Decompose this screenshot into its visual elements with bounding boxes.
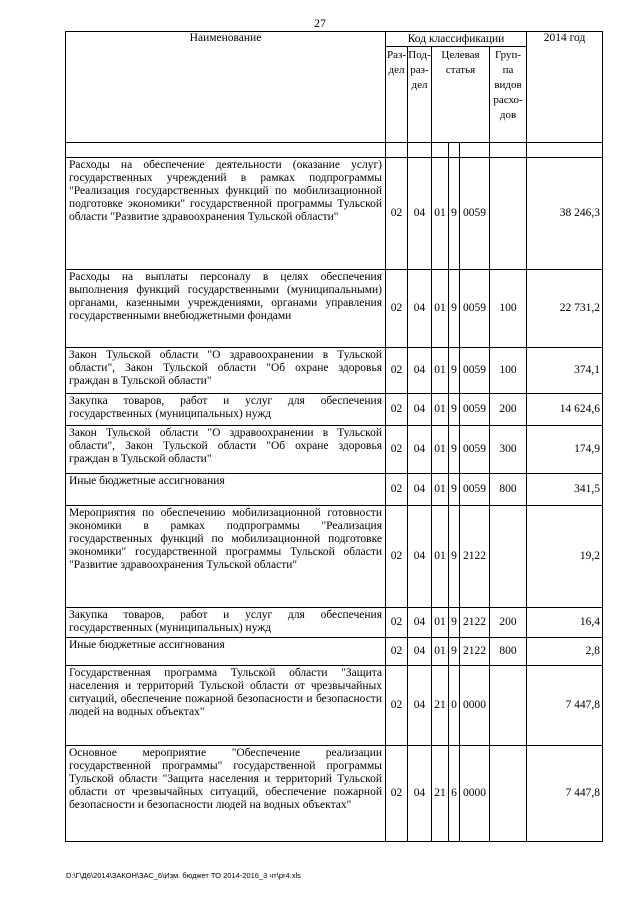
row-expense-group: 100: [490, 348, 527, 394]
row-section: 02: [386, 348, 408, 394]
row-target-program: 01: [432, 270, 449, 348]
spacer-cell: [527, 143, 603, 158]
page-number: 27: [314, 16, 326, 30]
row-section: 02: [386, 638, 408, 666]
row-subsection: 04: [408, 426, 432, 474]
row-name: Расходы на обеспечение деятельности (оказание услуг) государственных учреждений в рамках подпрограммы "Реализация государственных функций по мобилизационной подготовке экономики" государственной программы Тульской области "Развитие здравоохранения Тульской области": [66, 158, 386, 270]
row-target-subprogram: 0: [449, 666, 460, 746]
row-name: Иные бюджетные ассигнования: [66, 638, 386, 666]
row-target-subprogram: 9: [449, 158, 460, 270]
table-row: [66, 746, 603, 842]
header-code: Код классификации: [386, 32, 527, 47]
row-expense-group: [490, 666, 527, 746]
row-target-program: 21: [432, 746, 449, 842]
row-target-program: 01: [432, 638, 449, 666]
row-name: Закупка товаров, работ и услуг для обеспечения государственных (муниципальных) нужд: [66, 608, 386, 638]
header-subsection-line: раз-: [410, 64, 429, 76]
row-target-item: 0059: [460, 426, 490, 474]
row-section: 02: [386, 394, 408, 426]
row-target-subprogram: 9: [449, 348, 460, 394]
row-expense-group: [490, 158, 527, 270]
spacer-cell: [432, 143, 449, 158]
header-section-line: дел: [388, 64, 405, 76]
row-expense-group: 300: [490, 426, 527, 474]
row-target-program: 01: [432, 506, 449, 608]
row-section: 02: [386, 474, 408, 506]
row-target-subprogram: 9: [449, 394, 460, 426]
header-group-line: Груп-: [494, 49, 522, 61]
header-group-line: дов: [499, 109, 517, 121]
row-amount: 19,2: [527, 506, 603, 608]
row-target-program: 01: [432, 608, 449, 638]
row-target-item: 2122: [460, 638, 490, 666]
spacer-cell: [490, 143, 527, 158]
table-row: [66, 158, 603, 270]
row-name: Закон Тульской области "О здравоохранении в Тульской области", Закон Тульской области "Об охране здоровья граждан в Тульской области": [66, 426, 386, 474]
row-section: 02: [386, 608, 408, 638]
row-subsection: 04: [408, 608, 432, 638]
row-subsection: 04: [408, 158, 432, 270]
row-subsection: 04: [408, 666, 432, 746]
spacer-cell: [408, 143, 432, 158]
row-name: Иные бюджетные ассигнования: [66, 474, 386, 506]
row-target-subprogram: 9: [449, 638, 460, 666]
row-amount: 22 731,2: [527, 270, 603, 348]
row-subsection: 04: [408, 506, 432, 608]
row-section: 02: [386, 506, 408, 608]
header-name: Наименование: [66, 32, 386, 143]
budget-table: [65, 31, 603, 842]
row-target-subprogram: 9: [449, 474, 460, 506]
row-amount: 7 447,8: [527, 666, 603, 746]
row-amount: 38 246,3: [527, 158, 603, 270]
row-target-item: 0059: [460, 474, 490, 506]
row-target-program: 21: [432, 666, 449, 746]
header-group-line: видов: [494, 79, 522, 91]
header-section: [386, 47, 408, 143]
row-target-item: 0059: [460, 158, 490, 270]
row-target-program: 01: [432, 426, 449, 474]
row-expense-group: 200: [490, 608, 527, 638]
row-amount: 7 447,8: [527, 746, 603, 842]
table-row: [66, 474, 603, 506]
row-amount: 16,4: [527, 608, 603, 638]
header-subsection-line: Под-: [408, 49, 431, 61]
row-target-subprogram: 9: [449, 608, 460, 638]
spacer-cell: [386, 143, 408, 158]
file-path-footer: D:\Г\Д6\2014\ЗАКОН\ЗАС_6\Изм. бюджет ТО 2014-2016_3 чт\pr4.xls: [66, 871, 301, 880]
header-target-line: Целевая: [441, 49, 480, 61]
row-target-item: 2122: [460, 608, 490, 638]
row-name: Основное мероприятие "Обеспечение реализации государственной программы" государственной программы Тульской области "Защита населения и территорий Тульской области от чрезвычайных ситуаций, обеспечение пожарной безопасности и безопасности людей на водных объектах": [66, 746, 386, 842]
header-row: [66, 32, 603, 47]
row-expense-group: [490, 746, 527, 842]
row-target-program: 01: [432, 474, 449, 506]
table-row: [66, 426, 603, 474]
table-row: [66, 348, 603, 394]
row-target-program: 01: [432, 394, 449, 426]
row-subsection: 04: [408, 746, 432, 842]
row-target-item: 0000: [460, 666, 490, 746]
row-expense-group: [490, 506, 527, 608]
row-expense-group: 800: [490, 638, 527, 666]
row-section: 02: [386, 158, 408, 270]
table-row: [66, 270, 603, 348]
table-row: [66, 506, 603, 608]
row-target-program: 01: [432, 348, 449, 394]
row-subsection: 04: [408, 638, 432, 666]
row-expense-group: 100: [490, 270, 527, 348]
header-section-line: Раз-: [386, 49, 406, 61]
row-subsection: 04: [408, 394, 432, 426]
row-amount: 341,5: [527, 474, 603, 506]
row-target-subprogram: 9: [449, 426, 460, 474]
row-expense-group: 200: [490, 394, 527, 426]
row-subsection: 04: [408, 348, 432, 394]
spacer-cell: [460, 143, 490, 158]
row-target-subprogram: 6: [449, 746, 460, 842]
table-row: [66, 608, 603, 638]
table-row: [66, 394, 603, 426]
header-target-line: статья: [445, 64, 476, 76]
row-name: Расходы на выплаты персоналу в целях обеспечения выполнения функций государственными (муниципальными) органами, казенными учреждениями, органами управления государственными внебюджетными фондами: [66, 270, 386, 348]
table-row: [66, 666, 603, 746]
row-name: Закон Тульской области "О здравоохранении в Тульской области", Закон Тульской области "Об охране здоровья граждан в Тульской области": [66, 348, 386, 394]
spacer-cell: [449, 143, 460, 158]
row-section: 02: [386, 426, 408, 474]
header-group: [490, 47, 527, 143]
row-subsection: 04: [408, 474, 432, 506]
row-target-subprogram: 9: [449, 270, 460, 348]
row-name: Закупка товаров, работ и услуг для обеспечения государственных (муниципальных) нужд: [66, 394, 386, 426]
row-target-subprogram: 9: [449, 506, 460, 608]
header-target: [432, 47, 490, 143]
row-amount: 374,1: [527, 348, 603, 394]
row-target-item: 0059: [460, 270, 490, 348]
header-group-line: па: [502, 64, 514, 76]
row-section: 02: [386, 666, 408, 746]
row-amount: 174,9: [527, 426, 603, 474]
row-name: Государственная программа Тульской области "Защита населения и территорий Тульской области от чрезвычайных ситуаций, обеспечение пожарной безопасности и безопасности людей на водных объектах": [66, 666, 386, 746]
row-target-item: 0059: [460, 348, 490, 394]
row-target-item: 0000: [460, 746, 490, 842]
row-amount: 2,8: [527, 638, 603, 666]
row-amount: 14 624,6: [527, 394, 603, 426]
header-subsection: [408, 47, 432, 143]
spacer-cell: [66, 143, 386, 158]
row-target-item: 2122: [460, 506, 490, 608]
row-expense-group: 800: [490, 474, 527, 506]
header-group-line: расхо-: [493, 94, 523, 106]
spacer-row: [66, 143, 603, 158]
row-name: Мероприятия по обеспечению мобилизационной готовности экономики в рамках подпрограммы "Реализация государственных функций по мобилизационной подготовке экономики" государственной программы Тульской области "Развитие здравоохранения Тульской области": [66, 506, 386, 608]
row-section: 02: [386, 270, 408, 348]
row-target-program: 01: [432, 158, 449, 270]
row-target-item: 0059: [460, 394, 490, 426]
header-year: 2014 год: [527, 32, 603, 143]
table-row: [66, 638, 603, 666]
row-subsection: 04: [408, 270, 432, 348]
row-section: 02: [386, 746, 408, 842]
header-subsection-line: дел: [411, 79, 428, 91]
